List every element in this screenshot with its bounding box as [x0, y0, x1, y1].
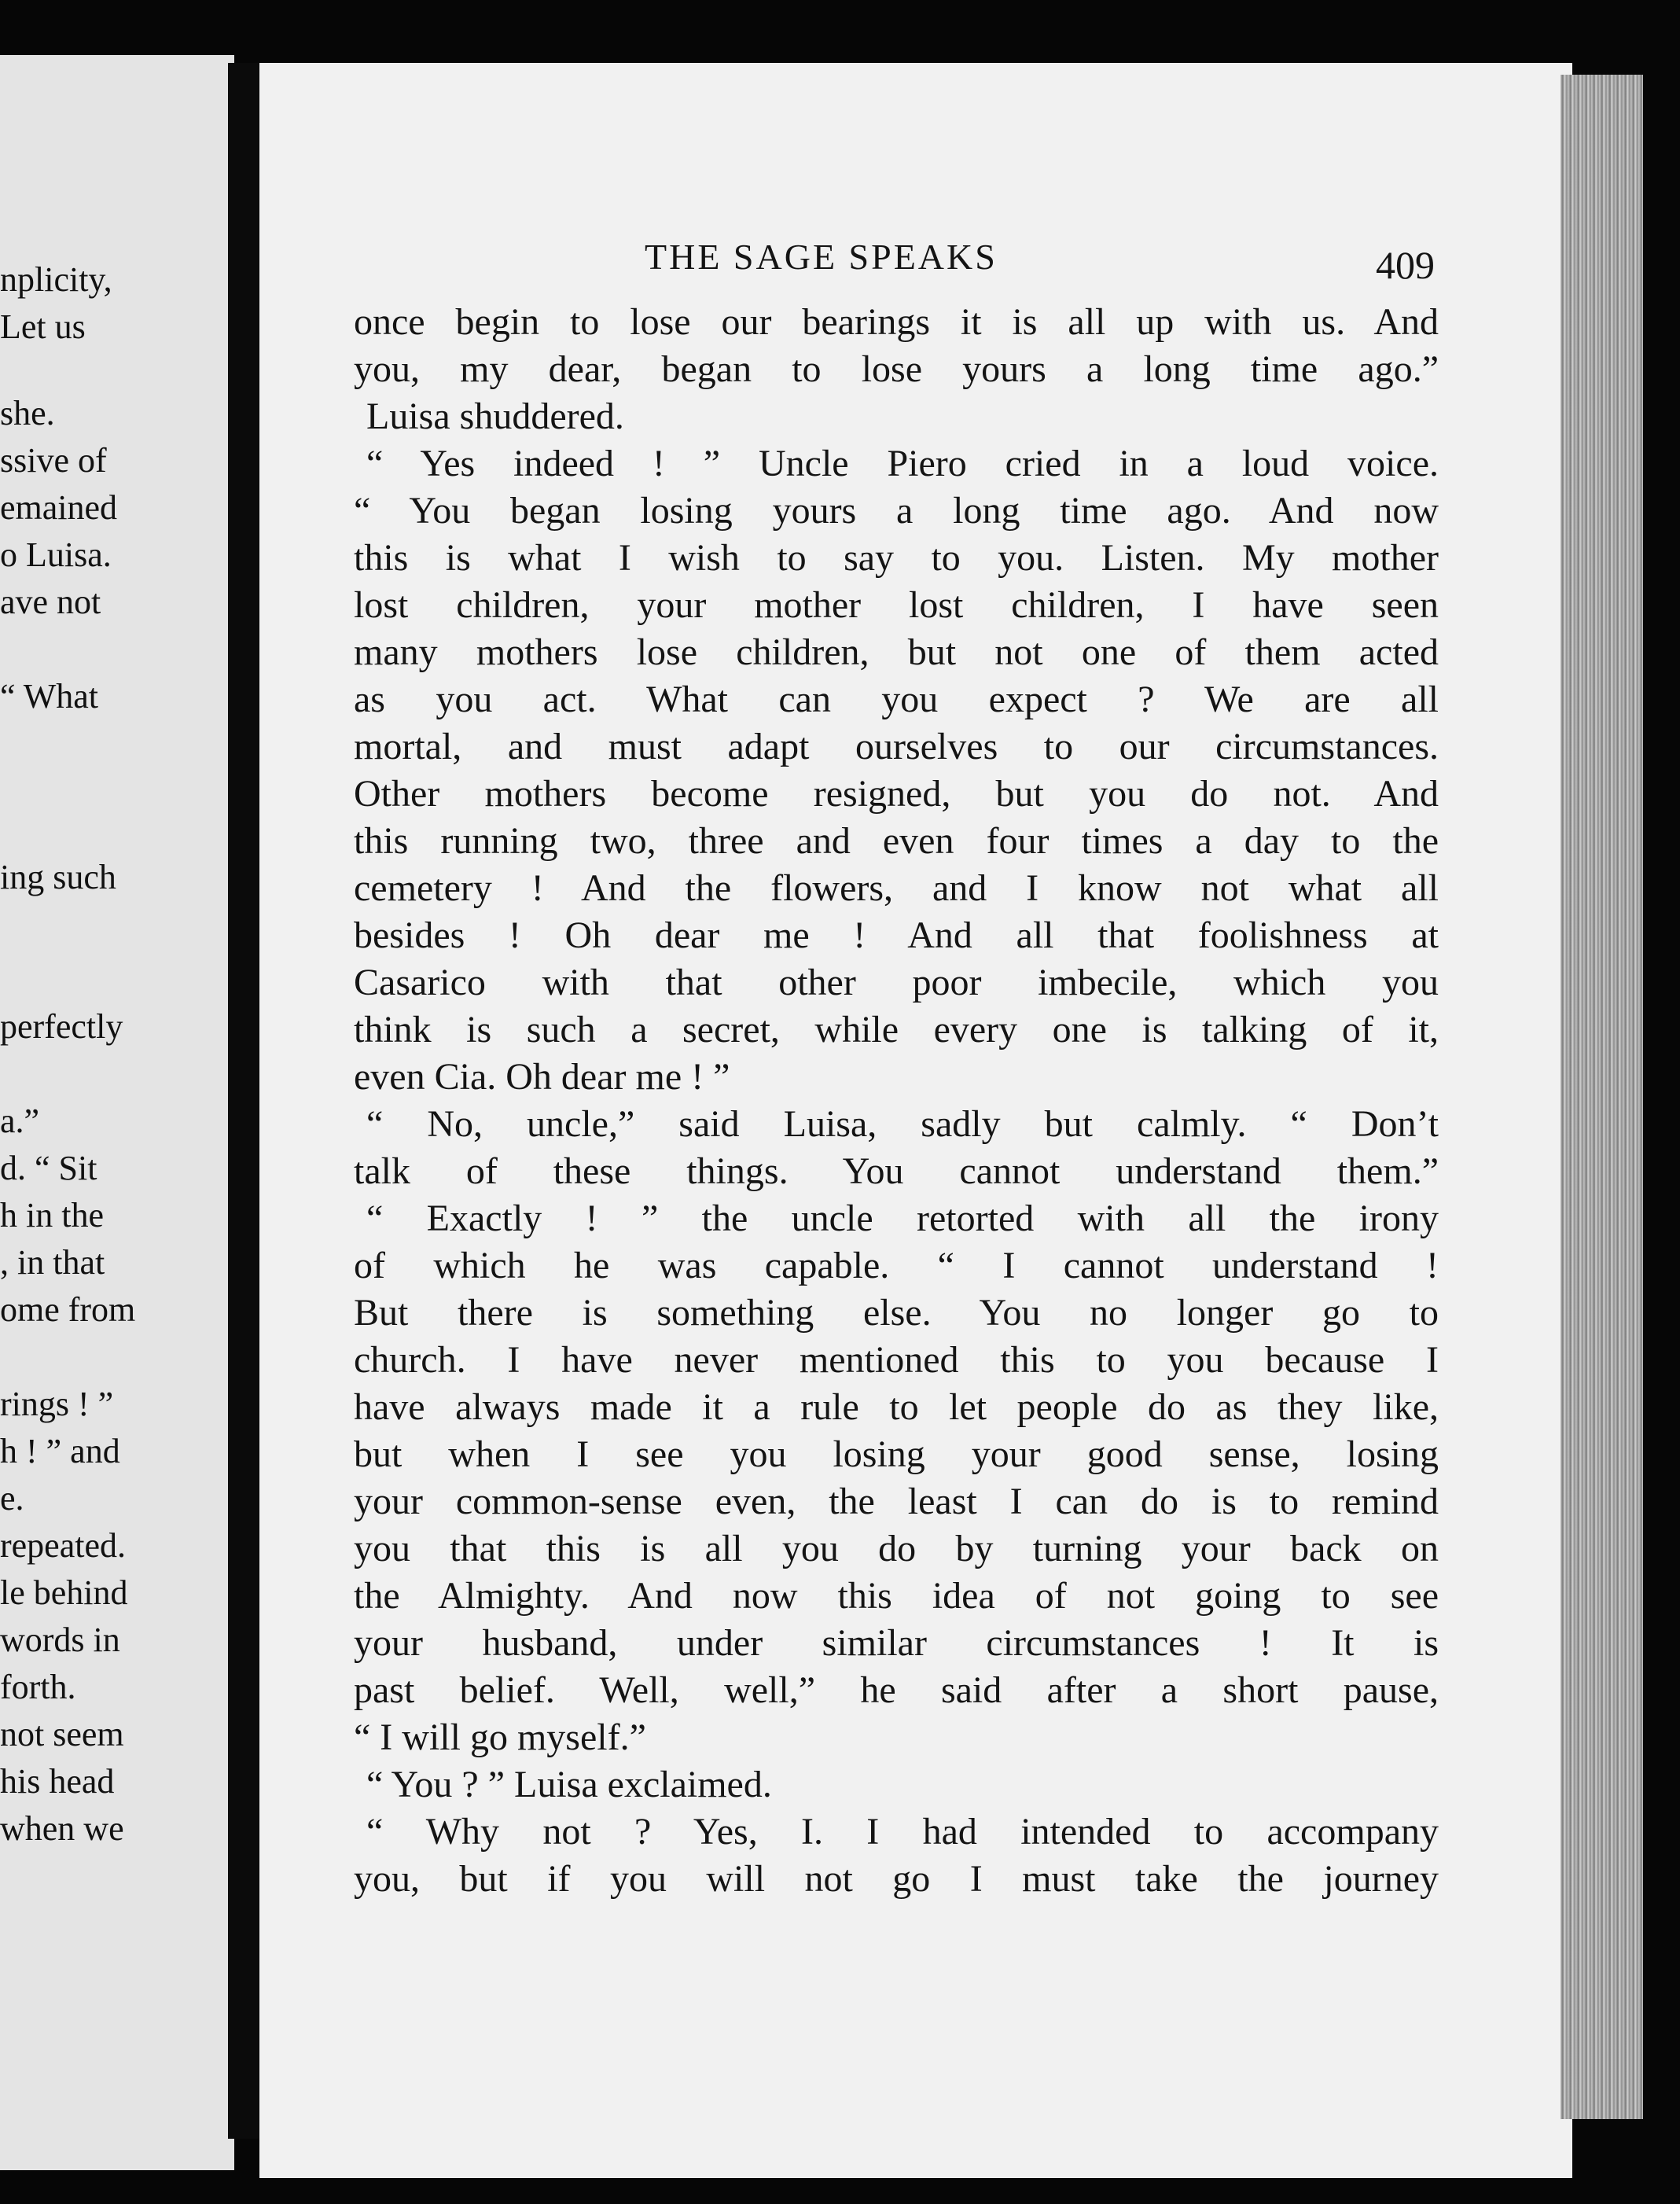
- left-page-line: ave not: [0, 583, 101, 621]
- page-edges: [1561, 75, 1643, 2119]
- text-line: cemetery ! And the flowers, and I know not what all: [354, 867, 1439, 909]
- left-page-line: h ! ” and: [0, 1432, 120, 1470]
- text-line: you, my dear, began to lose yours a long time ago.”: [354, 348, 1439, 390]
- text-line: “ You ? ” Luisa exclaimed.: [366, 1764, 772, 1805]
- text-line: “ You began losing yours a long time ago. And now: [354, 490, 1439, 532]
- text-line: once begin to lose our bearings it is all up with us. And: [354, 301, 1439, 343]
- left-page-line: a.”: [0, 1102, 40, 1140]
- text-line: past belief. Well, well,” he said after a short pause,: [354, 1669, 1439, 1711]
- running-head: THE SAGE SPEAKS: [645, 237, 998, 277]
- left-page: [0, 55, 234, 2170]
- left-page-line: ing such: [0, 858, 116, 896]
- text-line: your husband, under similar circumstances ! It is: [354, 1622, 1439, 1664]
- text-line: But there is something else. You no longer go to: [354, 1292, 1439, 1334]
- text-line: mortal, and must adapt ourselves to our circumstances.: [354, 726, 1439, 767]
- text-line: think is such a secret, while every one is talking of it,: [354, 1009, 1439, 1050]
- text-line: have always made it a rule to let people do as they like,: [354, 1386, 1439, 1428]
- text-line: the Almighty. And now this idea of not going to see: [354, 1575, 1439, 1617]
- left-page-line: she.: [0, 394, 55, 432]
- text-line: Other mothers become resigned, but you do not. And: [354, 773, 1439, 815]
- left-page-line: forth.: [0, 1668, 76, 1706]
- left-page-line: le behind: [0, 1573, 128, 1612]
- left-page-line: rings ! ”: [0, 1385, 114, 1423]
- left-page-line: nplicity,: [0, 260, 112, 299]
- left-page-line: his head: [0, 1762, 115, 1801]
- left-page-line: Let us: [0, 307, 86, 346]
- page-number: 409: [1376, 243, 1435, 287]
- left-page-line: emained: [0, 488, 118, 527]
- page-body-text: [354, 299, 1439, 1903]
- text-line: but when I see you losing your good sense, losing: [354, 1433, 1439, 1475]
- left-page-line: “ What: [0, 677, 99, 716]
- left-page-line: o Luisa.: [0, 535, 112, 574]
- text-line: “ I will go myself.”: [354, 1716, 646, 1758]
- text-line: as you act. What can you expect ? We are all: [354, 679, 1439, 720]
- left-page-line: perfectly: [0, 1007, 123, 1046]
- text-line: “ Exactly ! ” the uncle retorted with all the irony: [366, 1198, 1439, 1239]
- left-page-line: repeated.: [0, 1526, 126, 1565]
- text-line: of which he was capable. “ I cannot understand !: [354, 1245, 1439, 1286]
- text-line: lost children, your mother lost children, I have seen: [354, 584, 1439, 626]
- left-page-line: when we: [0, 1809, 124, 1848]
- text-line: many mothers lose children, but not one of them acted: [354, 631, 1439, 673]
- text-line: you, but if you will not go I must take the journey: [354, 1858, 1439, 1900]
- left-page-line: not seem: [0, 1715, 124, 1753]
- text-line: Casarico with that other poor imbecile, which you: [354, 962, 1439, 1003]
- text-line: talk of these things. You cannot understand them.”: [354, 1150, 1439, 1192]
- left-page-line: ssive of: [0, 441, 107, 480]
- right-page: [259, 63, 1572, 2178]
- text-line: “ Yes indeed ! ” Uncle Piero cried in a loud voice.: [366, 443, 1439, 484]
- text-line: your common-sense even, the least I can do is to remind: [354, 1481, 1439, 1522]
- text-line: “ No, uncle,” said Luisa, sadly but calmly. “ Don’t: [366, 1103, 1439, 1145]
- text-line: Luisa shuddered.: [366, 396, 624, 437]
- text-line: “ Why not ? Yes, I. I had intended to accompany: [366, 1811, 1439, 1853]
- left-page-line: h in the: [0, 1196, 104, 1234]
- left-page-line: words in: [0, 1621, 120, 1659]
- text-line: even Cia. Oh dear me ! ”: [354, 1056, 730, 1098]
- text-line: you that this is all you do by turning your back on: [354, 1528, 1439, 1569]
- text-line: besides ! Oh dear me ! And all that foolishness at: [354, 914, 1439, 956]
- left-page-line: ome from: [0, 1290, 136, 1329]
- left-page-line: , in that: [0, 1243, 105, 1282]
- text-line: church. I have never mentioned this to you because I: [354, 1339, 1439, 1381]
- left-page-line: e.: [0, 1479, 24, 1518]
- text-line: this is what I wish to say to you. Listen. My mother: [354, 537, 1439, 579]
- left-page-line: d. “ Sit: [0, 1149, 97, 1187]
- text-line: this running two, three and even four times a day to the: [354, 820, 1439, 862]
